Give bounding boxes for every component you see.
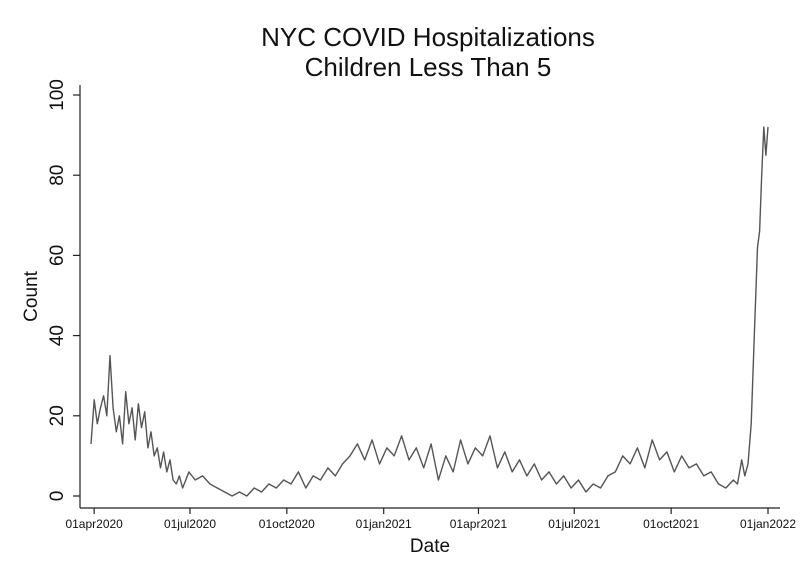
series-line-hospitalizations — [91, 127, 768, 496]
x-tick-label: 01jul2021 — [548, 517, 601, 531]
chart-title-line-2: Children Less Than 5 — [304, 52, 552, 82]
x-axis-label: Date — [409, 536, 451, 557]
x-axis — [65, 508, 796, 531]
y-tick-label: 80 — [47, 164, 68, 186]
x-tick-label: 01jan2022 — [739, 517, 797, 531]
x-tick-label: 01jul2020 — [163, 517, 217, 531]
x-tick-label: 01oct2020 — [258, 517, 315, 531]
x-tick-label: 01oct2021 — [643, 517, 700, 531]
y-tick-label: 0 — [47, 490, 68, 502]
x-tick-label: 01apr2020 — [65, 517, 123, 531]
chart-title-line-1: NYC COVID Hospitalizations — [261, 22, 595, 52]
x-tick-label: 01jan2021 — [355, 517, 412, 531]
y-tick-label: 60 — [47, 244, 68, 266]
y-axis-label: Count — [21, 271, 42, 322]
y-tick-label: 40 — [47, 325, 68, 347]
y-tick-label: 20 — [47, 405, 68, 427]
y-axis — [47, 79, 80, 501]
y-tick-label: 100 — [47, 79, 68, 111]
x-tick-label: 01apr2021 — [449, 517, 508, 531]
